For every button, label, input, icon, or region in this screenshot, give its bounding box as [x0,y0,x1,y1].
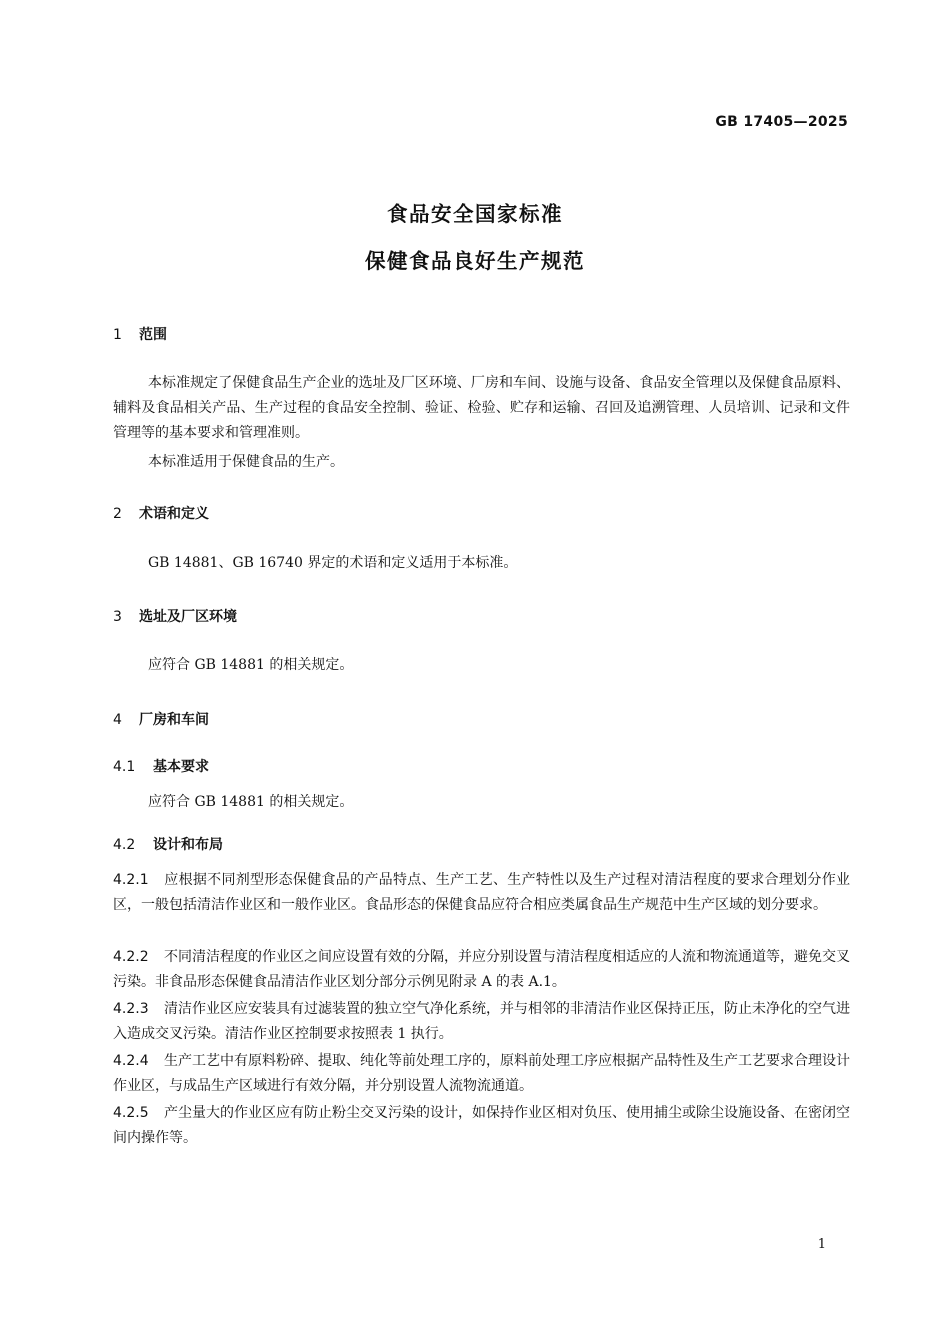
clause-number: 4.2.3 [113,1001,149,1017]
clause-text: 产尘量大的作业区应有防止粉尘交叉污染的设计，如保持作业区相对负压、使用捕尘或除尘设施设备、在密闭空间内操作等。 [113,1105,850,1146]
title-line-1: 食品安全国家标准 [387,202,563,226]
section-4-heading [113,709,209,729]
clause-4-2-2 [113,945,850,995]
clause-text: 清洁作业区应安装具有过滤装置的独立空气净化系统，并与相邻的非清洁作业区保持正压，防止未净化的空气进入造成交叉污染。清洁作业区控制要求按照表 1 执行。 [113,1001,850,1042]
section-3-paragraph: 应符合 GB 14881 的相关规定。 [148,657,354,673]
section-1-paragraph-2: 本标准适用于保健食品的生产。 [148,454,344,470]
standard-code: GB 17405—2025 [715,114,848,130]
section-number: 1 [113,327,122,343]
title-line-2: 保健食品良好生产规范 [365,249,585,273]
section-3-heading [113,606,237,626]
clause-4-2-5 [113,1101,850,1151]
section-4-1-paragraph: 应符合 GB 14881 的相关规定。 [148,794,354,810]
section-number: 4.1 [113,759,136,775]
section-4-1-heading [113,756,209,776]
clause-4-2-1 [113,868,850,918]
section-title: 厂房和车间 [139,712,209,728]
clause-number: 4.2.1 [113,872,149,888]
section-1-heading [113,324,167,344]
section-number: 4 [113,712,122,728]
section-2-heading [113,503,209,523]
section-title: 术语和定义 [139,506,209,522]
clause-number: 4.2.2 [113,949,149,965]
clause-text: 应根据不同剂型形态保健食品的产品特点、生产工艺、生产特性以及生产过程对清洁程度的要求合理划分作业区，一般包括清洁作业区和一般作业区。食品形态的保健食品应符合相应类属食品生产规范中生产区域的划分要求。 [113,872,850,913]
section-number: 2 [113,506,122,522]
section-title: 范围 [139,327,167,343]
clause-text: 不同清洁程度的作业区之间应设置有效的分隔，并应分别设置与清洁程度相适应的人流和物流通道等，避免交叉污染。非食品形态保健食品清洁作业区划分部分示例见附录 A 的表 A.1。 [113,949,850,990]
section-1-paragraph-1: 本标准规定了保健食品生产企业的选址及厂区环境、厂房和车间、设施与设备、食品安全管理以及保健食品原料、辅料及食品相关产品、生产过程的食品安全控制、验证、检验、贮存和运输、召回及追溯管理、人员培训、记录和文件管理等的基本要求和管理准则。 [113,375,850,441]
section-4-2-heading [113,834,223,854]
clause-text: 生产工艺中有原料粉碎、提取、纯化等前处理工序的，原料前处理工序应根据产品特性及生产工艺要求合理设计作业区，与成品生产区域进行有效分隔，并分别设置人流物流通道。 [113,1053,850,1094]
section-number: 3 [113,609,122,625]
clause-number: 4.2.4 [113,1053,149,1069]
section-2-paragraph: GB 14881、GB 16740 界定的术语和定义适用于本标准。 [148,555,518,571]
page-number: 1 [817,1237,826,1252]
section-title: 选址及厂区环境 [139,609,237,625]
section-title: 设计和布局 [153,837,223,853]
clause-4-2-3 [113,997,850,1047]
clause-4-2-4 [113,1049,850,1099]
section-title: 基本要求 [153,759,209,775]
clause-number: 4.2.5 [113,1105,149,1121]
section-number: 4.2 [113,837,136,853]
